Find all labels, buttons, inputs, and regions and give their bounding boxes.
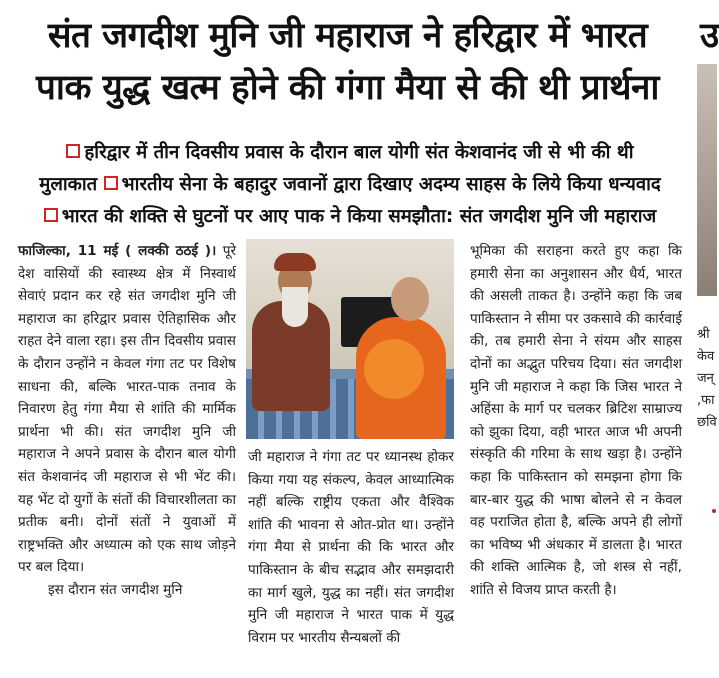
bullet-square-icon bbox=[104, 176, 118, 190]
col3-paragraph: भूमिका की सराहना करते हुए कहा कि हमारी सेना का अनुशासन और धैर्य, भारत की असली ताकत है। उन्होंने कहा कि जब पाकिस्तान ने सीमा पर उकसावे की कार्रवाई की, तब हमारी सेना ने संयम और साहस दोनों का अद्भुत परिचय दिया। संत जगदीश मुनि जी महाराज ने कहा कि जिस भारत ने अहिंसा के मार्ग पर चलकर ब्रिटिश साम्राज्य को झुका दिया, वही भारत आज भी अपनी संस्कृति की गरिमा के साथ खड़ा है। उन्होंने कहा कि पाकिस्तान को समझना होगा कि बार-बार युद्ध की भाषा बोलने से न केवल वह पराजित होता है, बल्कि अपने ही लोगों का भविष्य भी अंधकार में डालता है। भारत की शक्ति आत्मिक है, जो शस्त्र से नहीं, शांति से विजय प्राप्त करती है। bbox=[470, 243, 682, 598]
headline-line-2: पाक युद्ध खत्म होने की गंगा मैया से की थी प्रार्थना bbox=[36, 68, 659, 108]
subhead-2a-text: मुलाकात bbox=[39, 174, 98, 195]
adjacent-text-2: केव bbox=[697, 349, 715, 364]
adjacent-photo-fragment bbox=[697, 64, 717, 296]
bullet-square-icon bbox=[66, 144, 80, 158]
bullet-square-icon bbox=[44, 208, 58, 222]
headline-line-1: संत जगदीश मुनि जी महाराज ने हरिद्वार में भारत bbox=[47, 16, 648, 56]
article-column-3 bbox=[470, 240, 682, 602]
article-column-2 bbox=[248, 446, 454, 649]
col1-paragraph-1: पूरे देश वासियों की स्वास्थ्य क्षेत्र में निस्वार्थ सेवाएं प्रदान कर रहे संत जगदीश मुनि जी महाराज का हरिद्वार प्रवास ऐतिहासिक और राहत देने वाला रहा। इस तीन दिवसीय प्रवास के दौरान उन्होंने न केवल गंगा तट पर विशेष साधना की, बल्कि भारत-पाक तनाव के निवारण हेतु गंगा मैया से शांति की मार्मिक प्रार्थना भी की। संत जगदीश मुनि जी महाराज ने अपने प्रवास के दौरान बाल योगी संत केशवानंद जी महाराज से भी भेंट की। यह भेंट दो युगों के संतों की विचारशीलता का प्रतीक बनी। दोनों संतों ने युवाओं में राष्ट्रभक्ति और अध्यात्म को एक साथ जोड़ने पर बल दिया। bbox=[18, 243, 236, 576]
subhead-line-3 bbox=[20, 204, 680, 230]
adjacent-text-4: ,फा bbox=[697, 393, 715, 408]
col1-paragraph-2: इस दौरान संत जगदीश मुनि bbox=[48, 581, 183, 598]
subhead-1-text: हरिद्वार में तीन दिवसीय प्रवास के दौरान बाल योगी संत केशवानंद जी से भी की थी bbox=[84, 142, 634, 163]
article-column-1 bbox=[18, 240, 236, 602]
col2-paragraph: जी महाराज ने गंगा तट पर ध्यानस्थ होकर किया गया यह संकल्प, केवल आध्यात्मिक नहीं बल्कि राष्ट्रीय एकता और वैश्विक शांति की भावना से ओत-प्रोत था। उन्होंने गंगा मैया से प्रार्थना की कि भारत और पाकिस्तान के बीच सद्भाव और समझदारी का मार्ग खुले, युद्ध का नहीं। संत जगदीश मुनि जी महाराज ने भारत पाक में युद्ध विराम पर भारतीय सैन्यबलों की bbox=[248, 449, 454, 646]
subhead-line-2 bbox=[20, 172, 680, 198]
subhead-2b-text: भारतीय सेना के बहादुर जवानों द्वारा दिखाए अदम्य साहस के लिये किया धन्यवाद bbox=[121, 174, 661, 195]
article-photo bbox=[246, 239, 454, 439]
subhead-line-1 bbox=[20, 140, 680, 166]
adjacent-text-3: जन् bbox=[697, 371, 714, 386]
dateline: फाजिल्का, 11 मई ( लक्की ठठई )। bbox=[18, 243, 217, 259]
adjacent-title-fragment: उ bbox=[700, 16, 719, 56]
subhead-3-text: भारत की शक्ति से घुटनों पर आए पाक ने किया समझौता: संत जगदीश मुनि जी महाराज bbox=[61, 206, 657, 227]
adjacent-dot bbox=[712, 509, 716, 513]
adjacent-text-1: श्री bbox=[697, 327, 710, 342]
adjacent-text-5: छवि bbox=[697, 415, 717, 430]
